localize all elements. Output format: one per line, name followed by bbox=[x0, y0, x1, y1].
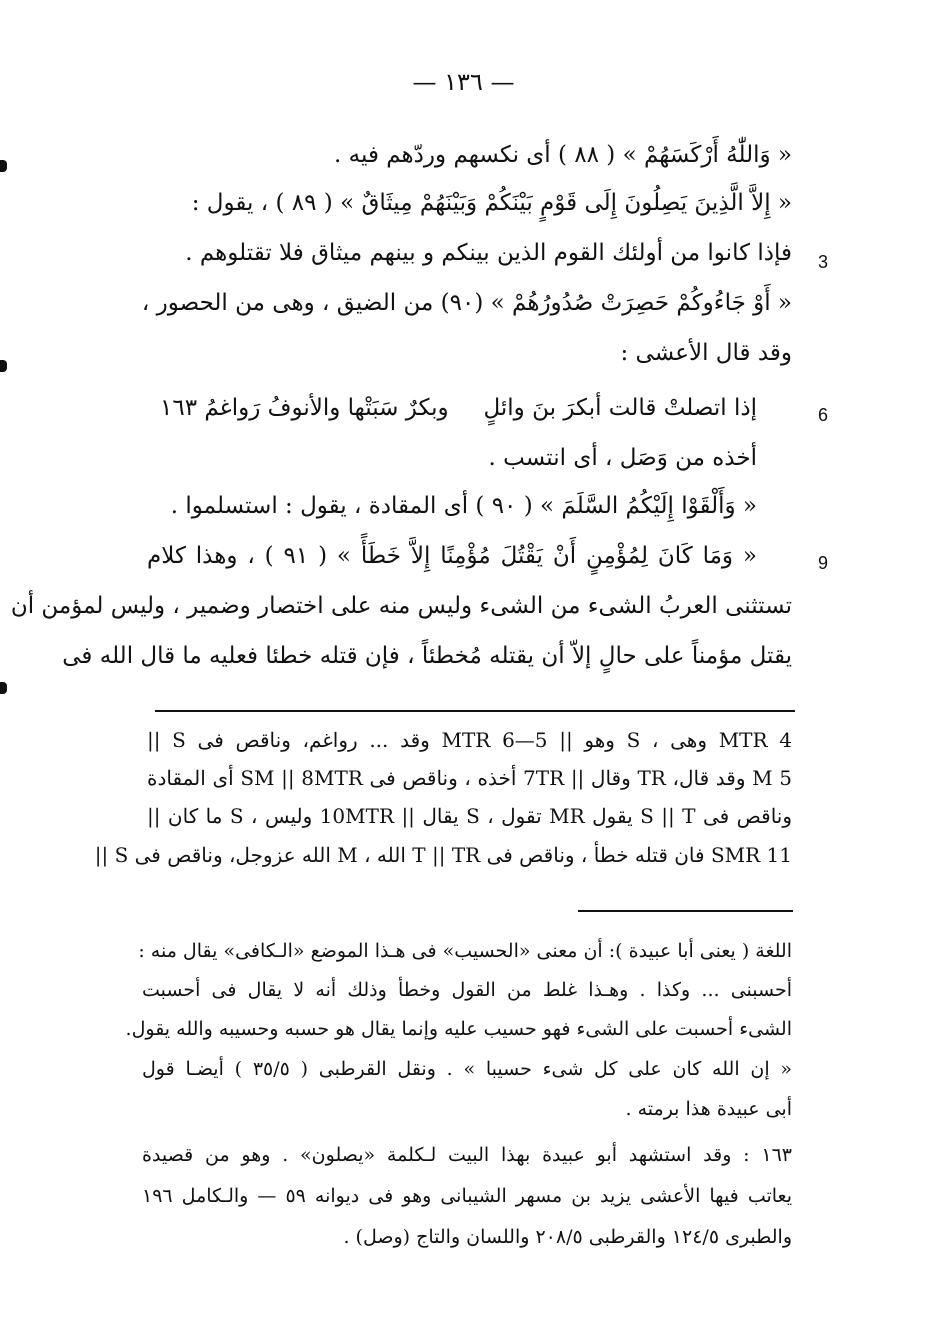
note-line: أبى عبيدة هذا برمته . bbox=[625, 1098, 792, 1120]
scan-mark bbox=[0, 160, 7, 172]
note-line: الشىء أحسبت على الشىء فهو حسيب عليه وإنما يقال هو حسبه وحسيبه والله يقول. bbox=[125, 1018, 792, 1040]
apparatus-line: 4 MTR وهى ، S وهو || 5—6 MTR وقد ... رواغم، وناقص فى S || bbox=[147, 728, 793, 752]
body-line: « أَوْ جَاءُوكُمْ حَصِرَتْ صُدُورُهُمْ » (٩٠) من الضيق ، وهى من الحصور ، bbox=[141, 290, 792, 316]
page-number: — ١٣٦ — bbox=[412, 68, 515, 96]
note-line: أحسبنى ... وكذا . وهـذا غلط من القول وخطأ وذلك أنه لا يقال فى أحسبت bbox=[142, 979, 792, 1001]
body-line: « إِلاَّ الَّذِينَ يَصِلُونَ إِلَى قَوْمٍ بَيْنَكُمْ وَبَيْنَهُمْ مِيثَاقٌ » ( ٨٩ ) ، يقول : bbox=[191, 190, 792, 216]
line-number: 9 bbox=[818, 553, 829, 573]
scan-mark bbox=[0, 682, 7, 694]
verse-first-half: إذا اتصلتْ قالت أبكرَ بنَ وائلٍ bbox=[483, 395, 757, 421]
line-number: 6 bbox=[818, 405, 829, 425]
body-line: تستثنى العربُ الشىء من الشىء وليس منه على اختصار وضمير ، وليس لمؤمن أن bbox=[10, 593, 792, 619]
apparatus-line: 11 SMR فان قتله خطأ ، وناقص فى T || TR الله ، M الله عزوجل، وناقص فى S || bbox=[94, 843, 792, 867]
note-line: اللغة ( يعنى أبا عبيدة ): أن معنى «الحسيب» فى هـذا الموضع «الـكافى» يقال منه : bbox=[138, 940, 792, 962]
body-line: « وَأَلْقَوْا إِلَيْكُمُ السَّلَمَ » ( ٩٠ ) أى المقادة ، يقول : استسلموا . bbox=[170, 493, 757, 519]
apparatus-line: وناقص فى S || T يقول MR تقول ، S يقال || 10MTR وليس ، S ما كان || bbox=[147, 804, 793, 828]
note-line: « إن الله كان على كل شىء حسيبا » . ونقل القرطبى ( ٣٥/٥ ) أيضـا قول bbox=[142, 1058, 792, 1080]
note-line: والطبرى ١٢٤/٥ والقرطبى ٢٠٨/٥ واللسان والتاج (وصل) . bbox=[343, 1226, 792, 1248]
body-line: « وَمَا كَانَ لِمُؤْمِنٍ أَنْ يَقْتُلَ مُؤْمِنًا إِلاَّ خَطَأً » ( ٩١ ) ، وهذا كلام bbox=[147, 543, 757, 569]
body-line: فإذا كانوا من أولئك القوم الذين بينكم و بينهم ميثاق فلا تقتلوهم . bbox=[185, 240, 792, 266]
apparatus-line: 5 M وقد قال، TR وقال || 7TR أخذه ، وناقص فى SM || 8MTR أى المقادة bbox=[147, 766, 793, 790]
scan-mark bbox=[0, 360, 7, 372]
body-line: أخذه من وَصَل ، أى انتسب . bbox=[488, 445, 757, 471]
body-line: وقد قال الأعشى : bbox=[620, 340, 792, 366]
notes-divider bbox=[578, 910, 793, 912]
body-line: يقتل مؤمناً على حالٍ إلاّ أن يقتله مُخطئاً ، فإن قتله خطئا فعليه ما قال الله فى bbox=[62, 643, 792, 669]
note-line: ١٦٣ : وقد استشهد أبو عبيدة بهذا البيت لـكلمة «يصلون» . وهو من قصيدة bbox=[142, 1144, 792, 1166]
verse-second-half: وبكرٌ سَبَتْها والأنوفُ رَواغمُ ١٦٣ bbox=[160, 395, 449, 421]
line-number: 3 bbox=[818, 252, 829, 272]
note-line: يعاتب فيها الأعشى يزيد بن مسهر الشيبانى وهو فى ديوانه ٥٩ — والـكامل ١٩٦ bbox=[142, 1185, 793, 1207]
body-line: « وَاللّٰهُ أَرْكَسَهُمْ » ( ٨٨ ) أى نكسهم وردّهم فيه . bbox=[334, 142, 792, 168]
apparatus-divider bbox=[155, 710, 795, 712]
